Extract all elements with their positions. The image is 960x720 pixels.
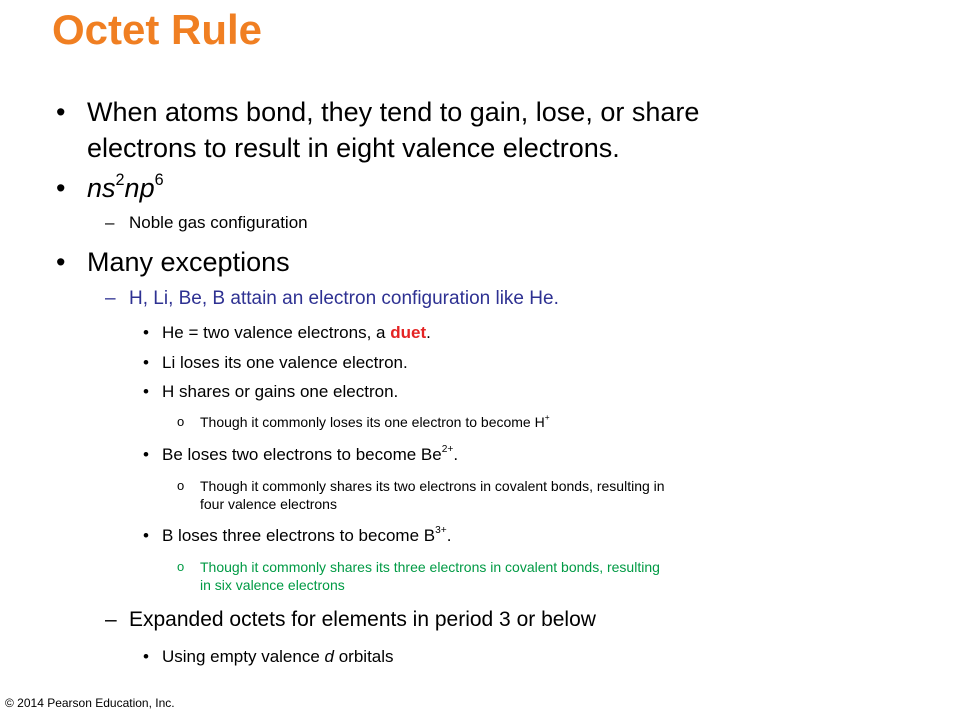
using-d-orbitals-text (143, 646, 394, 668)
be-suffix: . (453, 445, 459, 464)
bullet-octet-definition (56, 94, 699, 166)
slide-title: Octet Rule (52, 6, 263, 53)
item-li-loses (143, 352, 408, 374)
bullet-marker: • (143, 353, 149, 372)
he-suffix: . (426, 323, 431, 342)
bullet-marker: • (56, 97, 66, 127)
dash-marker: – (105, 608, 117, 631)
bullet-marker: • (143, 445, 149, 464)
copyright-footer: © 2014 Pearson Education, Inc. (5, 696, 175, 710)
config-ns: ns (87, 173, 116, 203)
bullet-marker: • (56, 173, 66, 203)
dash-marker: – (105, 213, 115, 232)
be-loses-text (143, 444, 458, 466)
config-sup-2: 2 (115, 170, 125, 189)
configuration-formula (56, 170, 164, 206)
he-prefix: He = two valence electrons, a (162, 323, 391, 342)
bullet-marker: • (143, 647, 149, 666)
h-plus-sup: + (544, 412, 550, 423)
h-though-main: Though it commonly loses its one electron to become H (200, 414, 545, 430)
d-italic: d (324, 647, 334, 666)
dash-marker: – (105, 288, 116, 309)
duet-highlight: duet (390, 323, 427, 342)
be-sup: 2+ (441, 443, 454, 455)
note-h-though (177, 413, 550, 431)
b-loses-main: B loses three electrons to become B (162, 526, 436, 545)
bullet-marker: • (143, 526, 149, 545)
note-b-though (177, 558, 660, 594)
item-h-shares (143, 381, 398, 403)
be-though-line-1: Though it commonly shares its two electrons in covalent bonds, resulting in (200, 478, 665, 494)
b-loses-text (143, 525, 451, 547)
config-sup-6: 6 (154, 170, 164, 189)
note-be-though (177, 477, 665, 513)
b-suffix: . (446, 526, 452, 545)
using-prefix: Using empty valence (162, 647, 325, 666)
many-exceptions-text: Many exceptions (87, 247, 290, 277)
expanded-octets-text: Expanded octets for elements in period 3 or below (129, 608, 596, 631)
octet-definition-line-1: When atoms bond, they tend to gain, lose, or share (87, 97, 700, 127)
item-be-loses (143, 444, 458, 466)
b-though-line-1: Though it commonly shares its three electrons in covalent bonds, resulting (200, 559, 660, 575)
b-sup: 3+ (435, 524, 447, 536)
circle-marker: o (177, 478, 185, 493)
circle-marker: o (177, 559, 185, 574)
li-loses-text: Li loses its one valence electron. (162, 353, 408, 372)
noble-gas-text: Noble gas configuration (129, 213, 308, 232)
octet-definition-line-2: electrons to result in eight valence electrons. (87, 133, 620, 163)
config-np: np (124, 173, 155, 203)
h-li-be-b-text: H, Li, Be, B attain an electron configuration like He. (129, 288, 559, 309)
item-b-loses (143, 525, 451, 547)
sub-h-li-be-b (105, 287, 559, 311)
bullet-marker: • (143, 323, 149, 342)
bullet-many-exceptions (56, 244, 290, 280)
be-loses-main: Be loses two electrons to become Be (162, 445, 442, 464)
sub-noble-gas (105, 212, 308, 234)
be-though-line-2: four valence electrons (200, 496, 337, 512)
bullet-marker: • (143, 382, 149, 401)
using-suffix: orbitals (334, 647, 394, 666)
item-he-duet (143, 322, 431, 344)
sub-expanded-octets (105, 607, 596, 633)
h-shares-text: H shares or gains one electron. (162, 382, 399, 401)
circle-marker: o (177, 414, 185, 429)
b-though-line-2: in six valence electrons (200, 577, 345, 593)
h-though-text (177, 413, 550, 431)
he-duet-text (143, 322, 431, 344)
bullet-configuration (56, 170, 164, 206)
item-using-d-orbitals (143, 646, 394, 668)
bullet-marker: • (56, 247, 66, 277)
